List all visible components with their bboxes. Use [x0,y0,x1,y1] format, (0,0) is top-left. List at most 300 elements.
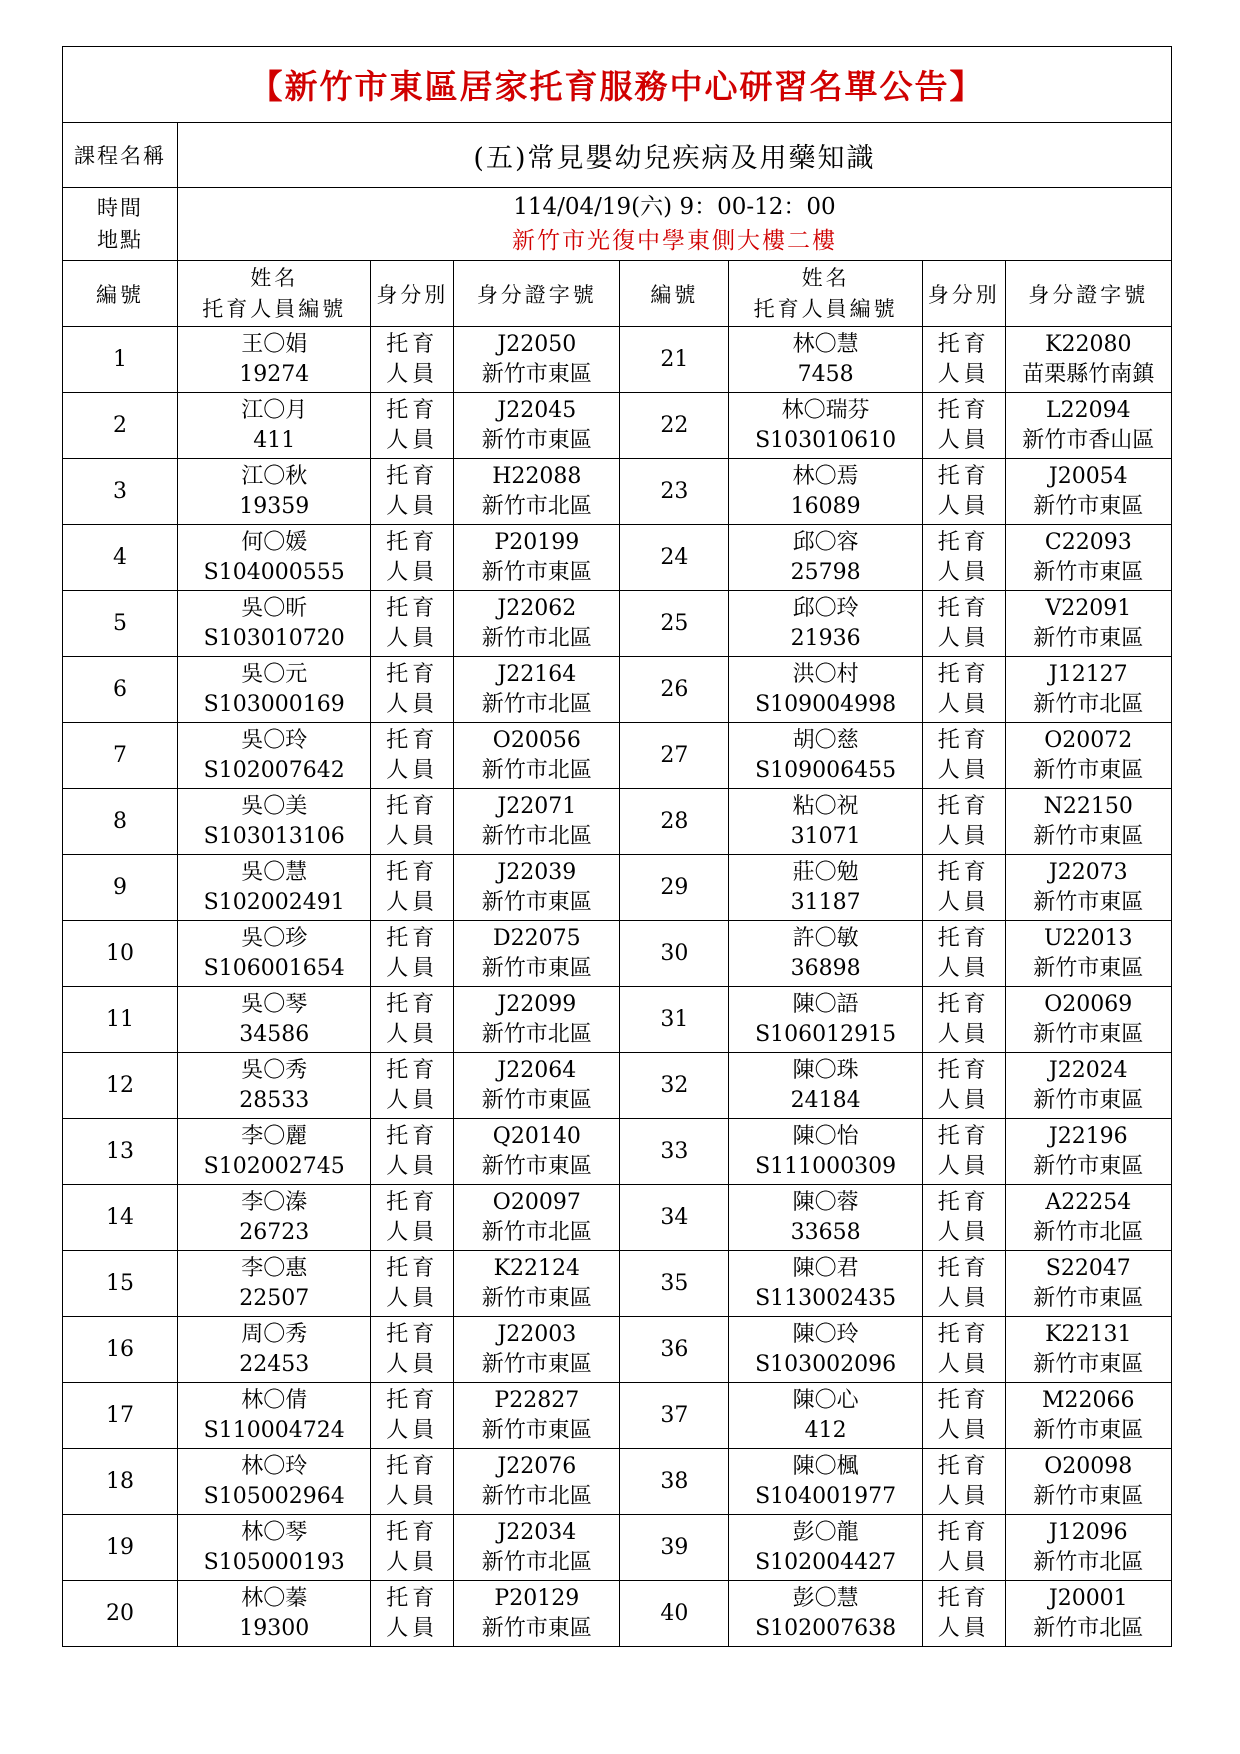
participant-district: 新竹市北區 [481,691,592,717]
participant-id-number: J22003 [497,1321,577,1347]
participant-number: 26 [620,657,729,723]
table-row [63,327,1172,393]
participant-name-cell [177,723,371,789]
participant-name: 江〇月 [241,397,308,423]
table-row [63,723,1172,789]
participant-id-cell [1005,1383,1171,1449]
participant-name-cell [177,1383,371,1449]
participant-number: 30 [620,921,729,987]
participant-staff-number: S103010610 [755,427,897,453]
participant-id-cell [1005,1053,1171,1119]
participant-id-type-cell [922,327,1005,393]
participant-number: 10 [63,921,178,987]
table-row [63,1515,1172,1581]
participant-name: 胡〇慈 [792,727,859,753]
participant-staff-number: 22507 [239,1285,310,1311]
participant-staff-number: S106012915 [755,1021,897,1047]
participant-id-number: O20056 [492,727,581,753]
participant-number: 21 [620,327,729,393]
participant-number: 36 [620,1317,729,1383]
participant-id-number: J22073 [1048,859,1128,885]
participant-number: 9 [63,855,178,921]
participant-number: 20 [63,1581,178,1647]
participant-name: 粘〇祝 [792,793,859,819]
participant-name-cell [729,789,923,855]
header-number: 編號 [63,261,178,327]
participant-name-cell [177,1515,371,1581]
participant-id-type-line2: 人員 [386,1549,439,1575]
participant-id-number: P20129 [494,1585,580,1611]
participant-id-type-cell [922,1515,1005,1581]
time-place-value [177,188,1171,261]
participant-id-type-cell [371,525,454,591]
participant-name-cell [729,393,923,459]
participant-id-type-line2: 人員 [386,1153,439,1179]
participant-id-type-line2: 人員 [386,1219,439,1245]
participant-id-number: J22024 [1048,1057,1128,1083]
participant-id-type-cell [371,657,454,723]
participant-name-cell [177,591,371,657]
table-row [63,1053,1172,1119]
participant-staff-number: S103013106 [203,823,345,849]
participant-name-cell [177,657,371,723]
participant-staff-number: S105002964 [203,1483,345,1509]
participant-staff-number: S103000169 [203,691,345,717]
participant-number: 5 [63,591,178,657]
participant-district: 新竹市東區 [1033,1285,1144,1311]
participant-id-number: J22064 [497,1057,577,1083]
participant-id-number: O20097 [492,1189,581,1215]
participant-number: 1 [63,327,178,393]
participant-id-cell [1005,921,1171,987]
header-id-number-2: 身分證字號 [1005,261,1171,327]
participant-district: 新竹市北區 [481,823,592,849]
participant-id-type-line2: 人員 [386,757,439,783]
participant-id-cell [454,987,620,1053]
participant-id-type-line1: 托育 [937,859,990,885]
participant-name: 彭〇龍 [792,1519,859,1545]
participant-name: 陳〇楓 [792,1453,859,1479]
time-label: 時間 [96,196,143,220]
participant-number: 40 [620,1581,729,1647]
participant-id-type-line2: 人員 [386,889,439,915]
participant-staff-number: 36898 [790,955,861,981]
participant-number: 2 [63,393,178,459]
participant-district: 新竹市東區 [1033,1417,1144,1443]
participant-district: 新竹市東區 [481,559,592,585]
participant-district: 新竹市東區 [1033,955,1144,981]
participant-number: 25 [620,591,729,657]
participant-id-type-line2: 人員 [937,955,990,981]
participant-district: 新竹市東區 [481,1615,592,1641]
participant-id-number: O20098 [1044,1453,1133,1479]
participant-id-type-cell [371,393,454,459]
participant-id-type-line2: 人員 [386,823,439,849]
participant-district: 新竹市東區 [481,955,592,981]
participant-district: 新竹市東區 [481,361,592,387]
participant-id-number: U22013 [1044,925,1133,951]
participant-staff-number: 19274 [239,361,310,387]
participant-staff-number: 31071 [790,823,861,849]
participant-district: 新竹市東區 [481,889,592,915]
participant-staff-number: 33658 [790,1219,861,1245]
participant-id-type-line2: 人員 [937,1417,990,1443]
participant-name: 邱〇容 [792,529,859,555]
participant-id-type-line2: 人員 [937,1351,990,1377]
participant-staff-number: 19300 [239,1615,310,1641]
participant-name-cell [729,1053,923,1119]
participant-staff-number: S102002745 [203,1153,345,1179]
participant-name: 陳〇蓉 [792,1189,859,1215]
participant-name: 林〇倩 [241,1387,308,1413]
participant-id-type-line1: 托育 [937,1255,990,1281]
participant-id-number: J22076 [497,1453,577,1479]
participant-id-type-line1: 托育 [937,925,990,951]
header-name-line1: 姓名 [250,265,299,290]
participant-name: 李〇麗 [241,1123,308,1149]
participant-district: 新竹市東區 [481,1351,592,1377]
participant-staff-number: S103002096 [755,1351,897,1377]
participant-staff-number: 7458 [797,361,854,387]
participant-district: 新竹市東區 [1033,1351,1144,1377]
participant-id-type-line2: 人員 [937,691,990,717]
participant-id-cell [454,789,620,855]
participant-id-type-line2: 人員 [937,1219,990,1245]
participant-id-cell [1005,1119,1171,1185]
table-row [63,1449,1172,1515]
participant-id-cell [454,327,620,393]
participant-id-type-line2: 人員 [386,559,439,585]
participant-staff-number: 31187 [790,889,861,915]
participant-number: 13 [63,1119,178,1185]
participant-id-number: L22094 [1045,397,1131,423]
participant-name-cell [729,459,923,525]
participant-id-number: J22099 [497,991,577,1017]
participant-number: 32 [620,1053,729,1119]
participant-id-number: J22071 [497,793,577,819]
participant-id-cell [454,1581,620,1647]
participant-id-type-line1: 托育 [386,529,439,555]
column-header-row [63,261,1172,327]
participant-id-type-cell [371,1185,454,1251]
participant-id-cell [454,591,620,657]
participant-id-cell [1005,459,1171,525]
participant-id-type-cell [922,1449,1005,1515]
participant-number: 18 [63,1449,178,1515]
participant-name: 周〇秀 [241,1321,308,1347]
participant-staff-number: 412 [804,1417,847,1443]
participant-id-number: K22124 [493,1255,581,1281]
participant-staff-number: S102007642 [203,757,345,783]
participant-name-cell [729,525,923,591]
participant-name: 吳〇慧 [241,859,308,885]
participant-id-type-cell [922,393,1005,459]
participant-number: 8 [63,789,178,855]
participant-staff-number: 21936 [790,625,861,651]
participant-district: 新竹市東區 [1033,1153,1144,1179]
table-row [63,921,1172,987]
participant-district: 新竹市北區 [481,1483,592,1509]
table-row [63,855,1172,921]
participant-id-type-line1: 托育 [386,661,439,687]
participant-name-cell [177,921,371,987]
participant-id-number: O20072 [1044,727,1133,753]
participant-number: 3 [63,459,178,525]
participant-name-cell [177,1185,371,1251]
participant-name: 洪〇村 [792,661,859,687]
participant-name-cell [729,657,923,723]
participant-id-type-line1: 托育 [386,1189,439,1215]
participant-id-type-line2: 人員 [937,493,990,519]
participant-district: 新竹市東區 [481,1087,592,1113]
participant-staff-number: S106001654 [203,955,345,981]
participant-name-cell [729,327,923,393]
participant-id-type-line1: 托育 [937,1453,990,1479]
participant-name: 林〇琴 [241,1519,308,1545]
participant-name: 吳〇美 [241,793,308,819]
participant-id-type-cell [371,1053,454,1119]
participant-id-cell [454,1119,620,1185]
participant-staff-number: S104001977 [755,1483,897,1509]
participant-name-cell [177,789,371,855]
participant-number: 34 [620,1185,729,1251]
participant-id-type-line1: 托育 [386,925,439,951]
participant-staff-number: S109006455 [755,757,897,783]
participant-staff-number: 25798 [790,559,861,585]
participant-id-cell [1005,1449,1171,1515]
participant-id-type-line1: 托育 [937,793,990,819]
participant-district: 新竹市香山區 [1022,427,1155,453]
table-row [63,1185,1172,1251]
participant-id-type-cell [371,1515,454,1581]
participant-number: 33 [620,1119,729,1185]
participant-id-type-cell [922,987,1005,1053]
participant-id-cell [454,525,620,591]
participant-district: 新竹市東區 [481,427,592,453]
participant-name: 林〇瑞芬 [781,397,870,423]
participant-id-cell [1005,1317,1171,1383]
participant-id-number: J20001 [1048,1585,1128,1611]
participant-staff-number: 24184 [790,1087,861,1113]
participant-id-type-line2: 人員 [386,691,439,717]
participant-id-cell [1005,1185,1171,1251]
participant-staff-number: S113002435 [755,1285,897,1311]
participant-name: 邱〇玲 [792,595,859,621]
participant-id-type-line2: 人員 [937,625,990,651]
participant-id-type-line2: 人員 [937,361,990,387]
participant-id-type-line1: 托育 [386,1453,439,1479]
time-place-label [63,188,178,261]
participant-name-cell [177,1119,371,1185]
participant-id-type-cell [371,1581,454,1647]
participant-id-type-cell [922,921,1005,987]
participant-name-cell [729,591,923,657]
participant-name-cell [177,459,371,525]
table-row [63,393,1172,459]
participant-id-number: A22254 [1045,1189,1132,1215]
header-name-line2: 托育人員編號 [202,296,347,321]
participant-district: 新竹市東區 [1033,559,1144,585]
participant-id-type-cell [371,1119,454,1185]
participant-name-cell [177,1581,371,1647]
participant-id-cell [454,657,620,723]
participant-name-cell [729,1185,923,1251]
participant-district: 新竹市北區 [1033,691,1144,717]
participant-id-number: C22093 [1044,529,1132,555]
participant-name: 莊〇勉 [792,859,859,885]
participant-id-number: J22039 [497,859,577,885]
participant-name-cell [729,921,923,987]
participant-district: 新竹市東區 [481,1153,592,1179]
participant-id-number: S22047 [1045,1255,1131,1281]
participant-id-type-line1: 托育 [937,1189,990,1215]
participant-id-type-line2: 人員 [386,1615,439,1641]
participant-number: 15 [63,1251,178,1317]
participant-number: 31 [620,987,729,1053]
participant-id-type-cell [371,1251,454,1317]
participant-id-type-line2: 人員 [937,1615,990,1641]
participant-id-number: K22080 [1045,331,1132,357]
participant-district: 新竹市東區 [1033,889,1144,915]
header-name-line2: 托育人員編號 [753,296,898,321]
table-row [63,1119,1172,1185]
participant-number: 28 [620,789,729,855]
participant-district: 新竹市北區 [481,1549,592,1575]
participant-district: 苗栗縣竹南鎮 [1022,361,1155,387]
participant-name: 吳〇秀 [241,1057,308,1083]
participant-name: 吳〇玲 [241,727,308,753]
participant-id-type-cell [922,855,1005,921]
participant-name-cell [729,1119,923,1185]
participant-name-cell [177,1251,371,1317]
participant-id-type-cell [922,459,1005,525]
participant-id-type-cell [922,657,1005,723]
participant-id-type-line2: 人員 [386,1021,439,1047]
participant-id-type-cell [371,1383,454,1449]
course-name: (五)常見嬰幼兒疾病及用藥知識 [177,123,1171,188]
participant-name-cell [177,393,371,459]
participant-id-type-line1: 托育 [937,1057,990,1083]
participant-name: 陳〇語 [792,991,859,1017]
roster-table [62,46,1172,1647]
participant-id-type-cell [371,855,454,921]
participant-id-type-line2: 人員 [937,1285,990,1311]
participant-id-type-line2: 人員 [386,1087,439,1113]
participant-district: 新竹市北區 [481,493,592,519]
participant-id-cell [454,1251,620,1317]
header-id-type: 身分別 [371,261,454,327]
participant-district: 新竹市北區 [1033,1219,1144,1245]
table-row [63,459,1172,525]
participant-id-cell [454,459,620,525]
participant-number: 7 [63,723,178,789]
participant-id-number: V22091 [1045,595,1132,621]
participant-name-cell [729,1383,923,1449]
participant-id-cell [454,1515,620,1581]
participant-name: 林〇焉 [792,463,859,489]
participant-district: 新竹市東區 [481,1285,592,1311]
participant-id-type-cell [371,591,454,657]
session-time: 114/04/19(六) 9：00-12：00 [513,194,836,220]
participant-id-type-line2: 人員 [386,625,439,651]
participant-id-type-cell [922,1185,1005,1251]
participant-number: 16 [63,1317,178,1383]
participant-id-type-line2: 人員 [937,889,990,915]
participant-id-cell [1005,1581,1171,1647]
participant-id-number: H22088 [492,463,582,489]
participant-staff-number: S102004427 [755,1549,897,1575]
participant-id-type-line1: 托育 [937,1519,990,1545]
participant-id-type-line2: 人員 [386,493,439,519]
participant-id-type-cell [922,789,1005,855]
title-row [63,47,1172,123]
participant-id-type-line2: 人員 [937,1153,990,1179]
participant-id-type-cell [371,987,454,1053]
participant-district: 新竹市東區 [1033,1087,1144,1113]
participant-id-number: D22075 [493,925,581,951]
participant-district: 新竹市北區 [481,1021,592,1047]
participant-name: 李〇溱 [241,1189,308,1215]
participant-district: 新竹市東區 [1033,757,1144,783]
participant-id-cell [454,723,620,789]
participant-name: 陳〇珠 [792,1057,859,1083]
participant-number: 4 [63,525,178,591]
participant-id-cell [454,1185,620,1251]
participant-id-number: J22045 [497,397,577,423]
participant-staff-number: 34586 [239,1021,310,1047]
participant-id-type-cell [371,327,454,393]
participant-id-number: J22034 [497,1519,577,1545]
participant-name-cell [729,855,923,921]
time-place-row [63,188,1172,261]
participant-district: 新竹市東區 [1033,493,1144,519]
participant-number: 27 [620,723,729,789]
table-row [63,1251,1172,1317]
participant-name-cell [729,1449,923,1515]
participant-name: 李〇惠 [241,1255,308,1281]
participant-id-cell [1005,855,1171,921]
participant-id-type-cell [922,1383,1005,1449]
table-row [63,987,1172,1053]
participant-staff-number: S109004998 [755,691,897,717]
participant-id-type-line1: 托育 [386,463,439,489]
participant-district: 新竹市東區 [481,1417,592,1443]
participant-id-type-line1: 托育 [937,529,990,555]
participant-name-cell [729,723,923,789]
participant-id-cell [1005,327,1171,393]
participant-id-cell [454,1317,620,1383]
participant-id-number: J20054 [1048,463,1128,489]
participant-name-cell [177,1053,371,1119]
participant-number: 38 [620,1449,729,1515]
participant-name: 彭〇慧 [792,1585,859,1611]
participant-id-type-line2: 人員 [937,427,990,453]
participant-id-type-line2: 人員 [937,757,990,783]
participant-id-cell [1005,393,1171,459]
participant-name-cell [729,987,923,1053]
participant-id-type-line2: 人員 [386,427,439,453]
participant-staff-number: 26723 [239,1219,310,1245]
participant-id-type-line1: 托育 [937,397,990,423]
participant-id-type-line1: 托育 [386,1321,439,1347]
header-number-2: 編號 [620,261,729,327]
participant-name-cell [177,855,371,921]
participant-id-type-cell [922,1053,1005,1119]
participant-id-type-line2: 人員 [386,1417,439,1443]
participant-id-type-line1: 托育 [937,463,990,489]
page-title: 【新竹市東區居家托育服務中心研習名單公告】 [63,47,1172,123]
participant-id-type-line1: 托育 [386,1123,439,1149]
